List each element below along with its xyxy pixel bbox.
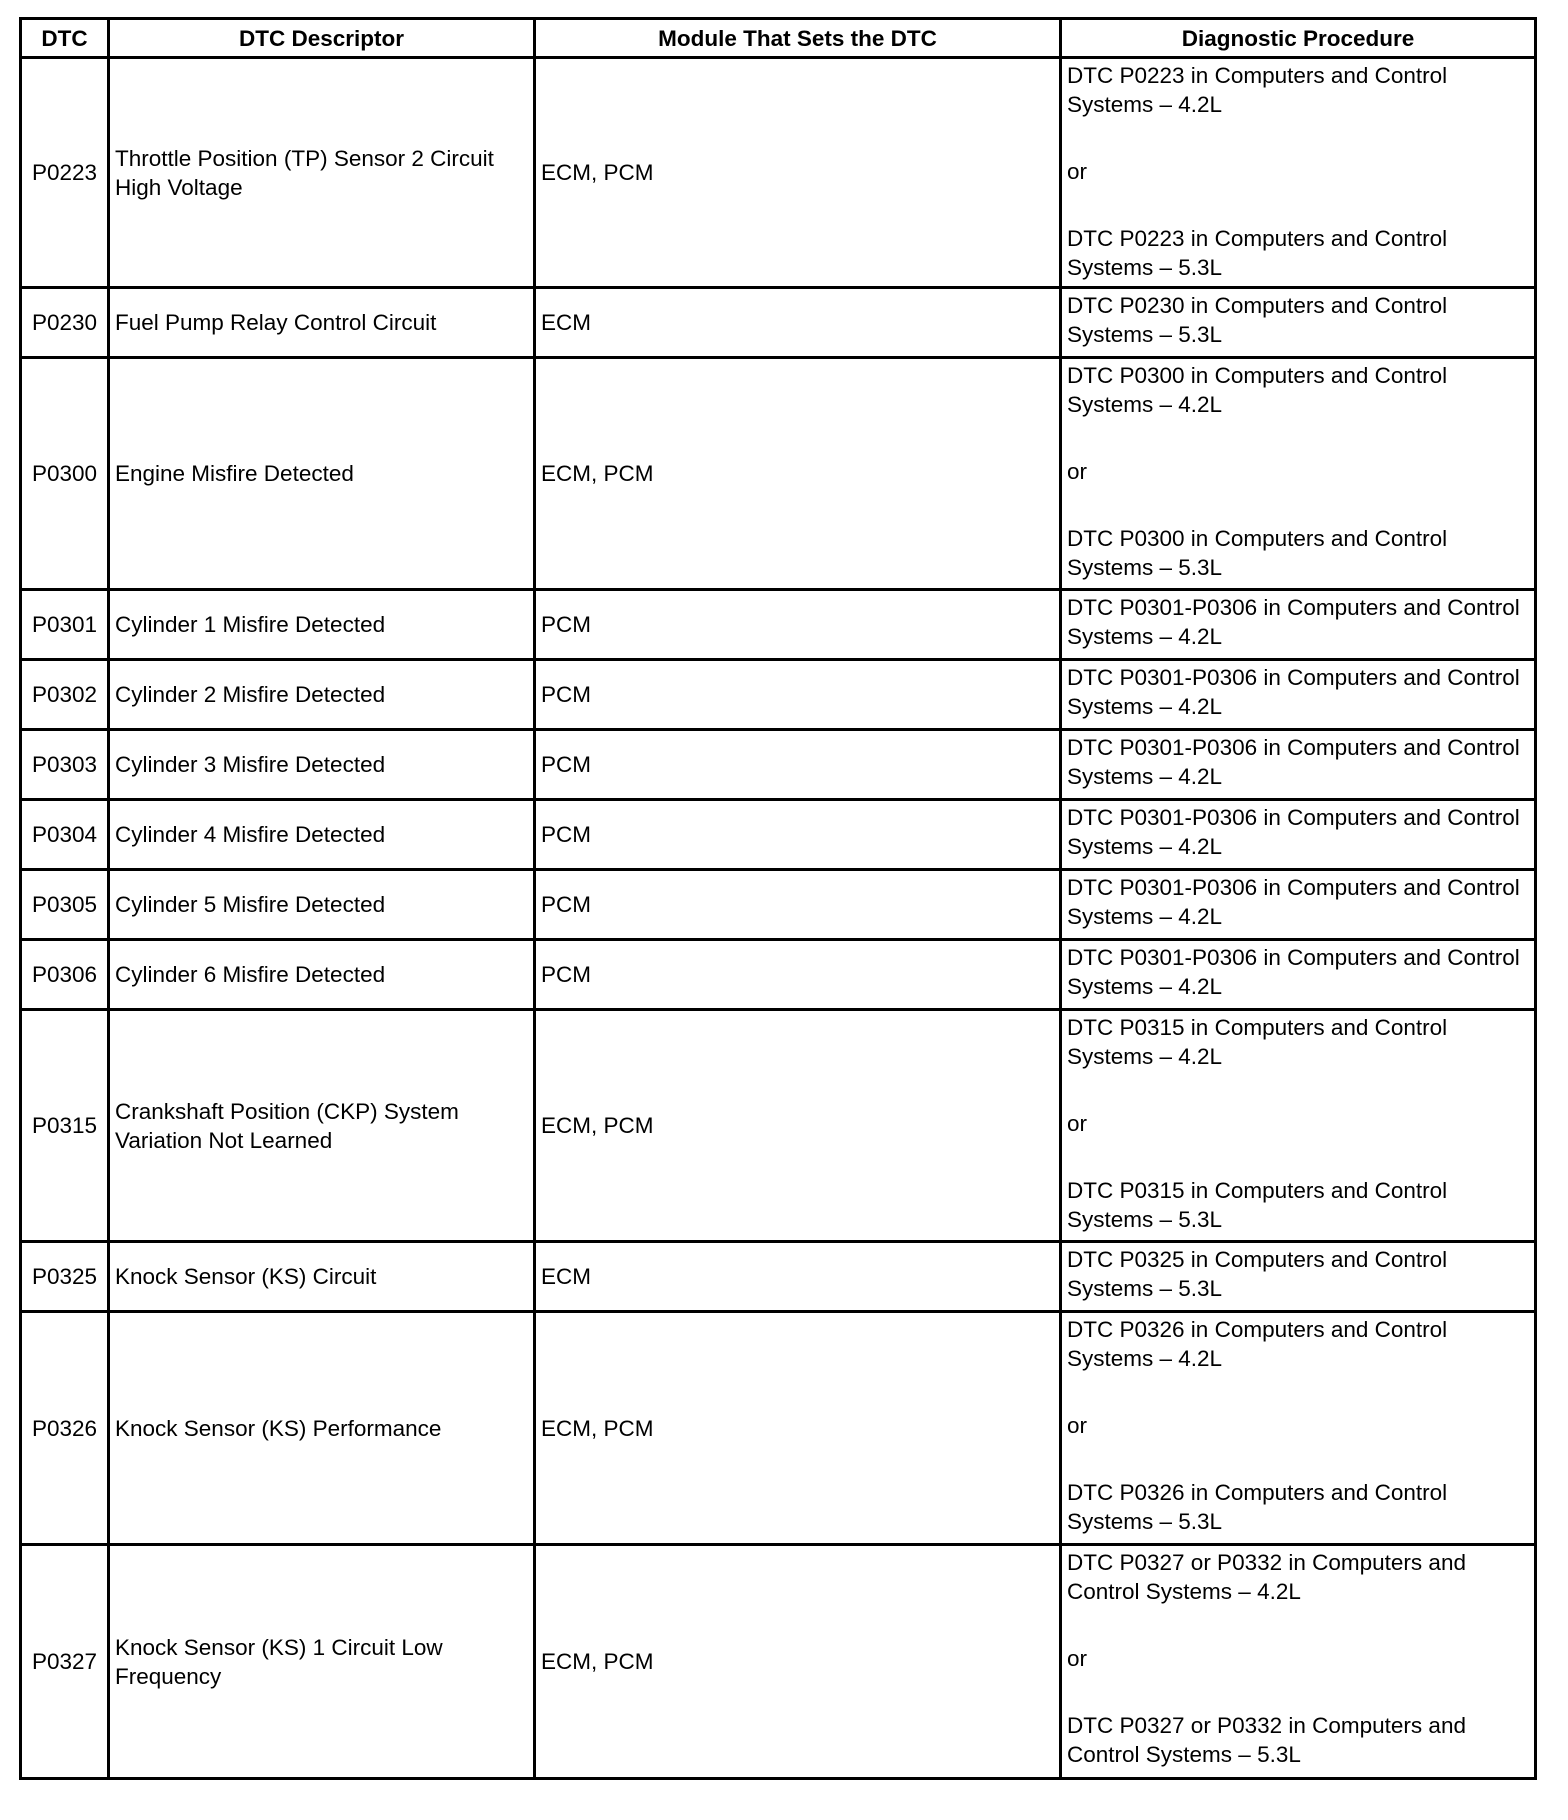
procedure-link[interactable]: DTC P0301-P0306 in Computers and Control Systems – 4.2L <box>1067 735 1520 789</box>
procedure-link[interactable]: DTC P0223 in Computers and Control Systems – 5.3L <box>1067 226 1448 280</box>
table-row <box>21 288 1536 358</box>
table-row <box>21 358 1536 590</box>
dtc-module: ECM, PCM <box>535 1010 1061 1242</box>
procedure-link[interactable]: DTC P0326 in Computers and Control Systems – 4.2L <box>1067 1317 1448 1371</box>
diagnostic-procedure <box>1061 940 1536 1010</box>
header-descriptor: DTC Descriptor <box>109 19 535 58</box>
dtc-module: PCM <box>535 940 1061 1010</box>
table-row <box>21 1242 1536 1312</box>
diagnostic-procedure <box>1061 358 1536 590</box>
dtc-descriptor: Knock Sensor (KS) 1 Circuit Low Frequency <box>109 1545 535 1779</box>
procedure-link[interactable]: DTC P0300 in Computers and Control Systems – 4.2L <box>1067 363 1448 417</box>
diagnostic-procedure <box>1061 1545 1536 1779</box>
procedure-link[interactable]: DTC P0315 in Computers and Control Systems – 4.2L <box>1067 1015 1448 1069</box>
dtc-descriptor: Cylinder 4 Misfire Detected <box>109 800 535 870</box>
or-separator: or <box>1067 1646 1088 1671</box>
dtc-module: PCM <box>535 660 1061 730</box>
dtc-descriptor: Cylinder 1 Misfire Detected <box>109 590 535 660</box>
spacer <box>1067 1138 1529 1176</box>
dtc-module: ECM, PCM <box>535 58 1061 288</box>
table-row <box>21 730 1536 800</box>
dtc-code: P0327 <box>21 1545 109 1779</box>
procedure-link[interactable]: DTC P0325 in Computers and Control Systems – 5.3L <box>1067 1247 1448 1301</box>
dtc-code: P0223 <box>21 58 109 288</box>
table-header <box>21 19 1536 58</box>
diagnostic-procedure <box>1061 870 1536 940</box>
header-row <box>21 19 1536 58</box>
procedure-link[interactable]: DTC P0301-P0306 in Computers and Control Systems – 4.2L <box>1067 805 1520 859</box>
procedure-link[interactable]: DTC P0327 or P0332 in Computers and Control Systems – 5.3L <box>1067 1713 1466 1767</box>
spacer <box>1067 1071 1529 1109</box>
dtc-module: ECM, PCM <box>535 1545 1061 1779</box>
spacer <box>1067 186 1529 224</box>
table-body <box>21 58 1536 1779</box>
spacer <box>1067 419 1529 457</box>
dtc-descriptor: Knock Sensor (KS) Performance <box>109 1312 535 1545</box>
table-row <box>21 58 1536 288</box>
dtc-module: ECM, PCM <box>535 1312 1061 1545</box>
dtc-descriptor: Fuel Pump Relay Control Circuit <box>109 288 535 358</box>
dtc-code: P0306 <box>21 940 109 1010</box>
procedure-link[interactable]: DTC P0223 in Computers and Control Systems – 4.2L <box>1067 63 1448 117</box>
diagnostic-procedure <box>1061 1010 1536 1242</box>
dtc-module: PCM <box>535 870 1061 940</box>
dtc-code: P0301 <box>21 590 109 660</box>
diagnostic-procedure <box>1061 1312 1536 1545</box>
or-separator: or <box>1067 459 1088 484</box>
diagnostic-procedure <box>1061 288 1536 358</box>
dtc-descriptor: Engine Misfire Detected <box>109 358 535 590</box>
dtc-table <box>19 17 1537 1780</box>
or-separator: or <box>1067 1413 1088 1438</box>
dtc-code: P0230 <box>21 288 109 358</box>
spacer <box>1067 1606 1529 1644</box>
dtc-code: P0326 <box>21 1312 109 1545</box>
spacer <box>1067 1373 1529 1411</box>
procedure-link[interactable]: DTC P0326 in Computers and Control Systems – 5.3L <box>1067 1480 1448 1534</box>
diagnostic-procedure <box>1061 800 1536 870</box>
diagnostic-procedure <box>1061 660 1536 730</box>
dtc-descriptor: Crankshaft Position (CKP) System Variation Not Learned <box>109 1010 535 1242</box>
dtc-descriptor: Cylinder 6 Misfire Detected <box>109 940 535 1010</box>
table-row <box>21 940 1536 1010</box>
dtc-module: PCM <box>535 730 1061 800</box>
procedure-link[interactable]: DTC P0301-P0306 in Computers and Control Systems – 4.2L <box>1067 875 1520 929</box>
dtc-module: PCM <box>535 590 1061 660</box>
table-row <box>21 1545 1536 1779</box>
diagnostic-procedure <box>1061 730 1536 800</box>
spacer <box>1067 1440 1529 1478</box>
dtc-code: P0303 <box>21 730 109 800</box>
spacer <box>1067 119 1529 157</box>
procedure-link[interactable]: DTC P0300 in Computers and Control Systems – 5.3L <box>1067 526 1448 580</box>
procedure-link[interactable]: DTC P0301-P0306 in Computers and Control Systems – 4.2L <box>1067 945 1520 999</box>
table-row <box>21 590 1536 660</box>
table-row <box>21 1312 1536 1545</box>
table-row <box>21 800 1536 870</box>
or-separator: or <box>1067 1111 1088 1136</box>
procedure-link[interactable]: DTC P0315 in Computers and Control Systems – 5.3L <box>1067 1178 1448 1232</box>
dtc-descriptor: Cylinder 5 Misfire Detected <box>109 870 535 940</box>
dtc-module: ECM <box>535 1242 1061 1312</box>
procedure-link[interactable]: DTC P0301-P0306 in Computers and Control Systems – 4.2L <box>1067 665 1520 719</box>
dtc-module: ECM <box>535 288 1061 358</box>
spacer <box>1067 486 1529 524</box>
or-separator: or <box>1067 159 1088 184</box>
table-row <box>21 1010 1536 1242</box>
dtc-code: P0300 <box>21 358 109 590</box>
dtc-descriptor: Knock Sensor (KS) Circuit <box>109 1242 535 1312</box>
header-module: Module That Sets the DTC <box>535 19 1061 58</box>
diagnostic-procedure <box>1061 1242 1536 1312</box>
dtc-code: P0325 <box>21 1242 109 1312</box>
header-dtc: DTC <box>21 19 109 58</box>
dtc-module: ECM, PCM <box>535 358 1061 590</box>
dtc-code: P0304 <box>21 800 109 870</box>
diagnostic-procedure <box>1061 58 1536 288</box>
dtc-descriptor: Cylinder 2 Misfire Detected <box>109 660 535 730</box>
procedure-link[interactable]: DTC P0327 or P0332 in Computers and Control Systems – 4.2L <box>1067 1550 1466 1604</box>
diagnostic-procedure <box>1061 590 1536 660</box>
dtc-descriptor: Cylinder 3 Misfire Detected <box>109 730 535 800</box>
dtc-code: P0315 <box>21 1010 109 1242</box>
table-row <box>21 870 1536 940</box>
dtc-module: PCM <box>535 800 1061 870</box>
dtc-code: P0302 <box>21 660 109 730</box>
dtc-code: P0305 <box>21 870 109 940</box>
header-procedure: Diagnostic Procedure <box>1061 19 1536 58</box>
spacer <box>1067 1673 1529 1711</box>
table-row <box>21 660 1536 730</box>
dtc-descriptor: Throttle Position (TP) Sensor 2 Circuit High Voltage <box>109 58 535 288</box>
procedure-link[interactable]: DTC P0230 in Computers and Control Systems – 5.3L <box>1067 293 1448 347</box>
procedure-link[interactable]: DTC P0301-P0306 in Computers and Control Systems – 4.2L <box>1067 595 1520 649</box>
